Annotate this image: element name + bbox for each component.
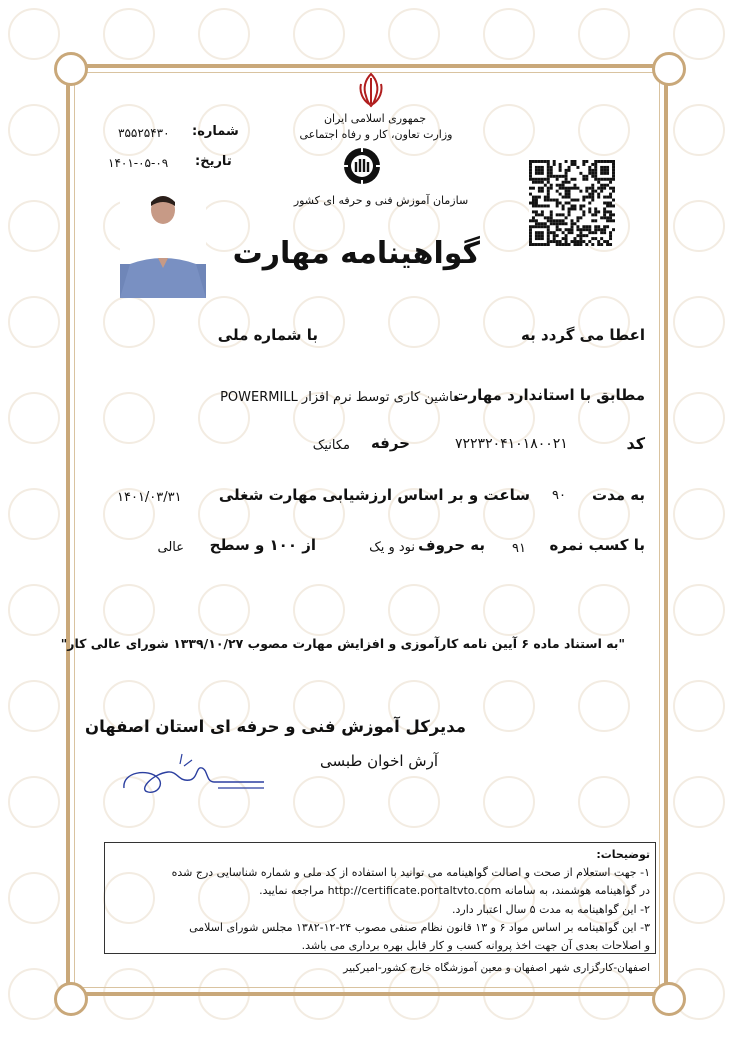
- issuing-center: اصفهان-کارگزاری شهر اصفهان و معین آموزشگاه خارج کشور-امیرکبیر: [343, 962, 650, 974]
- hours-assessment-label: ساعت و بر اساس ارزشیابی مهارت شغلی: [218, 486, 530, 504]
- signature-icon: [118, 752, 268, 802]
- watermark-mark: [8, 488, 60, 540]
- frame-corner-ornament: [54, 982, 88, 1016]
- date-label: تاریخ:: [195, 154, 232, 169]
- watermark-mark: [293, 8, 345, 60]
- watermark-mark: [8, 776, 60, 828]
- score-in-words: نود و یک: [369, 540, 415, 555]
- tvto-logo-icon: [342, 146, 382, 186]
- note-line: در گواهینامه هوشمند، به سامانه http://certificate.portaltvto.com مراجعه نمایید.: [259, 884, 650, 897]
- assessment-date: ۱۴۰۱/۰۳/۳۱: [117, 490, 182, 505]
- issue-date: ۱۴۰۱-۰۵-۰۹: [108, 156, 169, 170]
- watermark-mark: [673, 584, 725, 636]
- watermark-mark: [673, 200, 725, 252]
- watermark-mark: [673, 488, 725, 540]
- standard-value: ماشین کاری توسط نرم افزار POWERMILL: [220, 390, 460, 405]
- note-line: ۲- این گواهینامه به مدت ۵ سال اعتبار دارد.: [452, 903, 650, 916]
- duration-label: به مدت: [592, 486, 645, 504]
- score-value: ۹۱: [512, 541, 526, 556]
- certificate-number: ۳۵۵۲۵۴۳۰: [118, 126, 170, 140]
- watermark-mark: [198, 8, 250, 60]
- in-words-label: به حروف: [418, 536, 485, 554]
- code-label: کد: [626, 434, 645, 453]
- organization-name: سازمان آموزش فنی و حرفه ای کشور: [293, 194, 469, 207]
- republic-name: جمهوری اسلامی ایران: [323, 112, 427, 125]
- watermark-mark: [8, 392, 60, 444]
- iran-emblem-icon: [355, 70, 387, 110]
- note-line: ۳- این گواهینامه بر اساس مواد ۶ و ۱۳ قانون نظام صنفی مصوب ۲۴-۱۲-۱۳۸۲ مجلس شورای اسلامی: [189, 921, 650, 934]
- duration-value: ۹۰: [552, 488, 566, 503]
- note-line: و اصلاحات بعدی آن جهت اخذ پروانه کسب و کار قابل بهره برداری می باشد.: [301, 939, 650, 952]
- holder-photo: [120, 192, 206, 298]
- watermark-mark: [673, 776, 725, 828]
- watermark-mark: [103, 8, 155, 60]
- watermark-mark: [673, 8, 725, 60]
- watermark-mark: [8, 584, 60, 636]
- number-label: شماره:: [192, 124, 239, 139]
- watermark-mark: [673, 392, 725, 444]
- frame-corner-ornament: [652, 52, 686, 86]
- profession-value: مکانیک: [312, 438, 350, 453]
- watermark-mark: [673, 104, 725, 156]
- watermark-mark: [8, 680, 60, 732]
- frame-corner-ornament: [54, 52, 88, 86]
- watermark-mark: [8, 8, 60, 60]
- signatory-name: آرش اخوان طبسی: [320, 752, 438, 770]
- profession-label: حرفه: [370, 434, 410, 452]
- qr-code-icon: [529, 160, 615, 246]
- watermark-mark: [483, 8, 535, 60]
- notes-box: [104, 842, 656, 954]
- level-value: عالی: [157, 540, 184, 555]
- watermark-mark: [8, 200, 60, 252]
- watermark-mark: [673, 296, 725, 348]
- watermark-mark: [578, 8, 630, 60]
- legal-basis: "به استناد ماده ۶ آیین نامه کارآموزی و افزایش مهارت مصوب ۱۳۳۹/۱۰/۲۷ شورای عالی کار": [60, 636, 625, 651]
- signatory-title: مدیرکل آموزش فنی و حرفه ای استان اصفهان: [85, 717, 466, 736]
- standard-label: مطابق با استاندارد مهارت: [453, 386, 645, 404]
- watermark-mark: [388, 8, 440, 60]
- frame-corner-ornament: [652, 982, 686, 1016]
- standard-code: ۷۲۲۳۲۰۴۱۰۱۸۰۰۲۱: [455, 436, 568, 452]
- watermark-mark: [8, 296, 60, 348]
- watermark-mark: [673, 872, 725, 924]
- notes-heading: توضیحات:: [596, 848, 650, 861]
- granted-to-label: اعطا می گردد به: [521, 326, 645, 344]
- watermark-mark: [8, 104, 60, 156]
- score-label: با کسب نمره: [549, 536, 645, 554]
- watermark-mark: [8, 968, 60, 1020]
- note-line: ۱- جهت استعلام از صحت و اصالت گواهینامه می توانید با استفاده از کد ملی و شماره شناسایی درج شده: [171, 866, 650, 879]
- certificate-title: گواهینامه مهارت: [232, 236, 480, 271]
- ministry-name: وزارت تعاون، کار و رفاه اجتماعی: [299, 128, 453, 141]
- out-of-level-label: از ۱۰۰ و سطح: [209, 536, 316, 554]
- national-id-label: با شماره ملی: [217, 326, 318, 344]
- watermark-mark: [673, 680, 725, 732]
- watermark-mark: [8, 872, 60, 924]
